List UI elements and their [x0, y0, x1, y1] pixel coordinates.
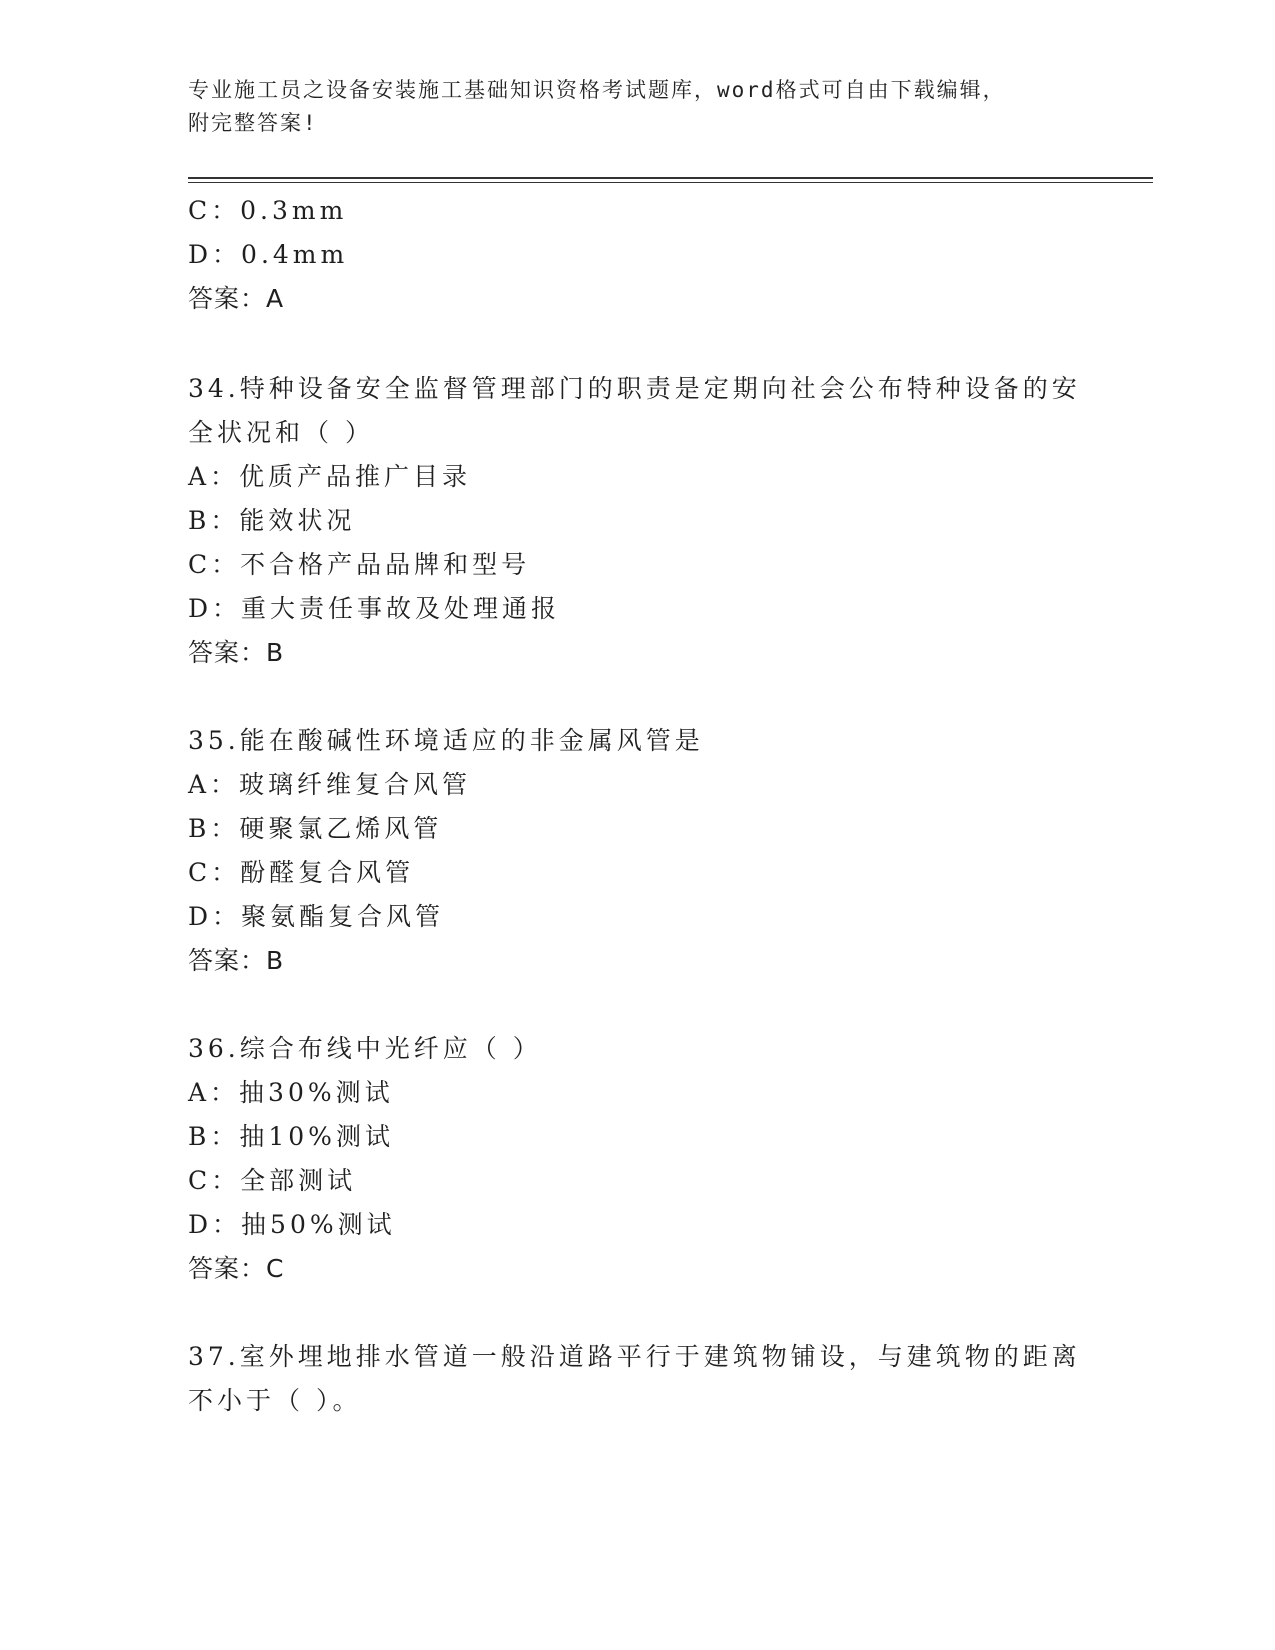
q34-option-d: D：重大责任事故及处理通报 [188, 594, 561, 623]
q35-option-b: B：硬聚氯乙烯风管 [188, 814, 443, 843]
q37-stem-line-1: 37.室外埋地排水管道一般沿道路平行于建筑物铺设，与建筑物的距离 [188, 1342, 1081, 1371]
q36-option-a: A：抽30%测试 [188, 1078, 394, 1107]
q37-stem-line-2: 不小于（ ）。 [188, 1386, 362, 1415]
q34-option-a: A：优质产品推广目录 [188, 462, 472, 491]
header-line-2: 附完整答案! [188, 111, 318, 135]
q35-option-c: C：酚醛复合风管 [188, 858, 415, 887]
q35-answer: 答案：B [188, 946, 285, 975]
prev-answer: 答案：A [188, 284, 285, 313]
q35-option-a: A：玻璃纤维复合风管 [188, 770, 472, 799]
q35-stem-line-1: 35.能在酸碱性环境适应的非金属风管是 [188, 726, 704, 755]
q36-stem-line-1: 36.综合布线中光纤应（ ） [188, 1034, 542, 1063]
q36-answer: 答案：C [188, 1254, 285, 1283]
q36-option-c: C：全部测试 [188, 1166, 357, 1195]
document-header [188, 74, 1088, 140]
q34-answer: 答案：B [188, 638, 285, 667]
header-divider-thin [188, 182, 1153, 183]
header-line-1: 专业施工员之设备安装施工基础知识资格考试题库，word格式可自由下载编辑， [188, 78, 1006, 102]
q34-option-c: C：不合格产品品牌和型号 [188, 550, 531, 579]
q34-stem-line-1: 34.特种设备安全监督管理部门的职责是定期向社会公布特种设备的安 [188, 374, 1081, 403]
q34-option-b: B：能效状况 [188, 506, 356, 535]
q36-option-b: B：抽10%测试 [188, 1122, 394, 1151]
q34-stem-line-2: 全状况和（ ） [188, 418, 374, 447]
header-divider-thick [188, 177, 1153, 179]
prev-option-d: D：0.4mm [188, 240, 349, 269]
prev-option-c: C：0.3mm [188, 196, 348, 225]
q35-option-d: D：聚氨酯复合风管 [188, 902, 445, 931]
q36-option-d: D：抽50%测试 [188, 1210, 396, 1239]
